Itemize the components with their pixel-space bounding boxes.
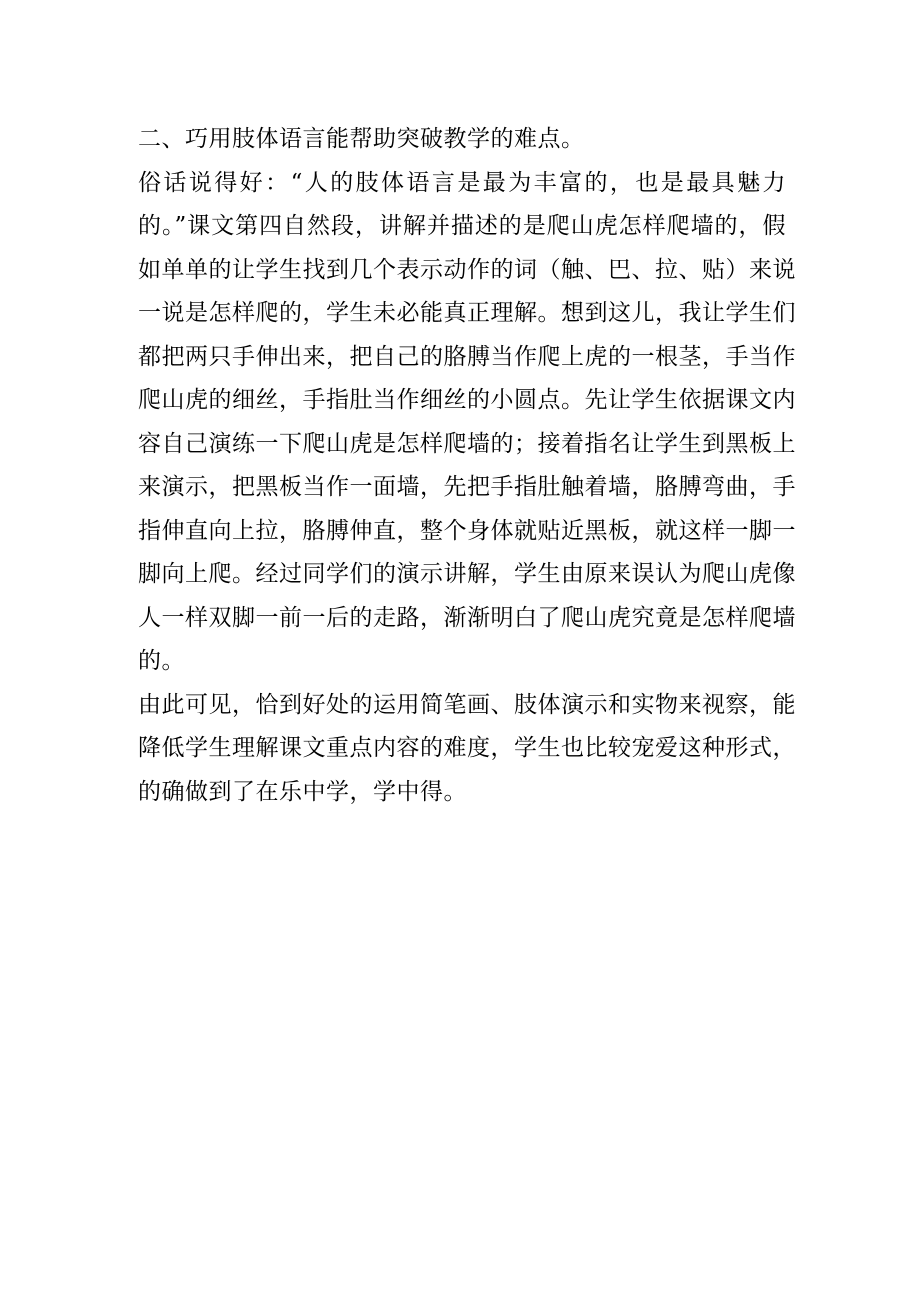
text-line: 来演示，把黑板当作一面墙，先把手指肚触着墙，胳膊弯曲，手 — [138, 474, 796, 500]
text-line: 脚向上爬。经过同学们的演示讲解，学生由原来误认为爬山虎像 — [138, 561, 796, 587]
text-line: 如单单的让学生找到几个表示动作的词（触、巴、拉、贴）来说 — [138, 256, 796, 283]
text-line: 俗话说得好：“人的肢体语言是最为丰富的，也是最具魅力 — [138, 169, 786, 196]
text-line: 的确做到了在乐中学，学中得。 — [138, 778, 467, 805]
paragraph-body-1 — [138, 162, 796, 684]
text-line: 的。 — [138, 648, 185, 674]
text-line: 指伸直向上拉，胳膊伸直，整个身体就贴近黑板，就这样一脚一 — [138, 517, 796, 544]
text-line: 爬山虎的细丝，手指肚当作细丝的小圆点。先让学生依据课文内 — [138, 387, 796, 413]
paragraph-body-2 — [138, 684, 796, 815]
text-line: 降低学生理解课文重点内容的难度，学生也比较宠爱这种形式， — [138, 735, 796, 761]
text-line: 一说是怎样爬的，学生未必能真正理解。想到这儿，我让学生们 — [138, 300, 796, 326]
text-line: 的。”课文第四自然段，讲解并描述的是爬山虎怎样爬墙的，假 — [138, 213, 786, 239]
text-line: 都把两只手伸出来，把自己的胳膊当作爬上虎的一根茎，手当作 — [138, 343, 796, 370]
text-line: 二、巧用肢体语言能帮助突破教学的难点。 — [138, 126, 585, 152]
document-body — [138, 118, 796, 814]
paragraph-heading — [138, 118, 786, 162]
text-line: 人一样双脚一前一后的走路，渐渐明白了爬山虎究竟是怎样爬墙 — [138, 604, 796, 631]
text-line: 容自己演练一下爬山虎是怎样爬墙的；接着指名让学生到黑板上 — [138, 430, 796, 457]
text-line: 由此可见，恰到好处的运用简笔画、肢体演示和实物来视察，能 — [138, 691, 796, 718]
